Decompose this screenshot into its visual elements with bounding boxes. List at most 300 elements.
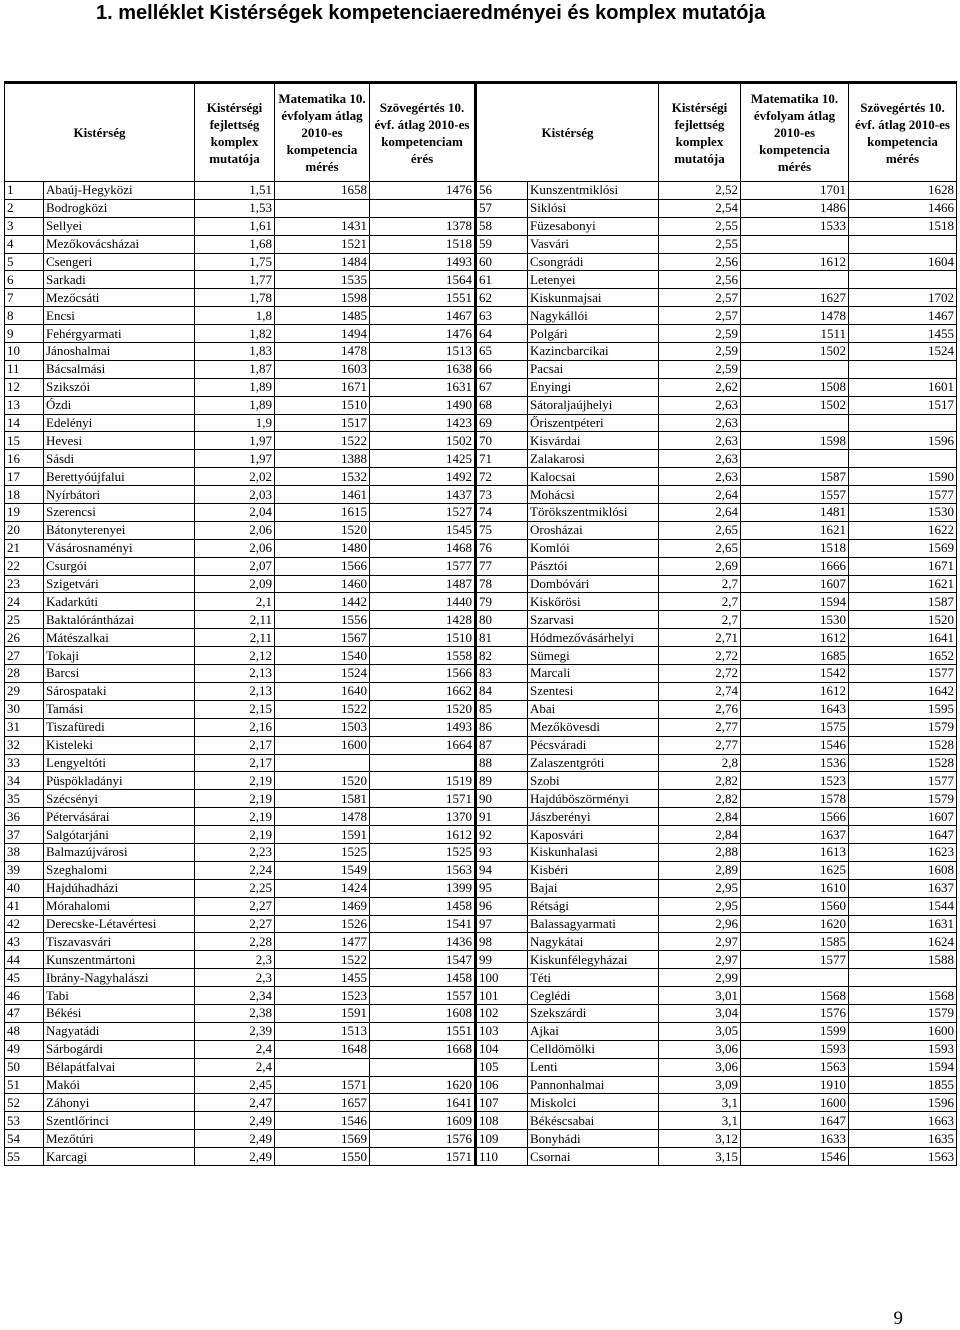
- math-score-cell: 1607: [741, 575, 849, 593]
- reading-score-cell: 1579: [849, 790, 957, 808]
- math-score-cell: 1569: [275, 1130, 370, 1148]
- reading-score-cell: [849, 360, 957, 378]
- index-cell: 2,56: [659, 253, 741, 271]
- reading-score-cell: 1621: [849, 575, 957, 593]
- index-cell: 1,78: [195, 289, 275, 307]
- math-score-cell: 1478: [741, 307, 849, 325]
- index-cell: 2,3: [195, 969, 275, 987]
- math-score-cell: 1521: [275, 235, 370, 253]
- col-header-index: Kistérségi fejlettség komplex mutatója: [659, 83, 741, 182]
- index-cell: 2,11: [195, 611, 275, 629]
- reading-score-cell: 1527: [370, 504, 476, 522]
- reading-score-cell: 1587: [849, 593, 957, 611]
- math-score-cell: 1511: [741, 325, 849, 343]
- rank-cell: 3: [5, 217, 44, 235]
- region-name-cell: Nyírbátori: [44, 486, 195, 504]
- region-name-cell: Záhonyi: [44, 1094, 195, 1112]
- index-cell: 2,72: [659, 647, 741, 665]
- col-header-reading: Szövegértés 10. évf. átlag 2010-es kompetenciam érés: [370, 83, 476, 182]
- rank-cell: 47: [5, 1004, 44, 1022]
- table-row: [5, 486, 957, 504]
- math-score-cell: 1513: [275, 1022, 370, 1040]
- reading-score-cell: 1620: [370, 1076, 476, 1094]
- rank-cell: 103: [476, 1022, 528, 1040]
- region-name-cell: Kisbéri: [528, 861, 659, 879]
- index-cell: 1,97: [195, 450, 275, 468]
- rank-cell: 79: [476, 593, 528, 611]
- index-cell: 3,06: [659, 1058, 741, 1076]
- rank-cell: 35: [5, 790, 44, 808]
- table-row: [5, 682, 957, 700]
- index-cell: 1,9: [195, 414, 275, 432]
- region-name-cell: Csengeri: [44, 253, 195, 271]
- index-cell: 1,82: [195, 325, 275, 343]
- region-name-cell: Jászberényi: [528, 808, 659, 826]
- math-score-cell: 1910: [741, 1076, 849, 1094]
- rank-cell: 74: [476, 504, 528, 522]
- rank-cell: 87: [476, 736, 528, 754]
- index-cell: 2,65: [659, 539, 741, 557]
- rank-cell: 37: [5, 826, 44, 844]
- index-cell: 3,1: [659, 1112, 741, 1130]
- region-name-cell: Sárospataki: [44, 682, 195, 700]
- index-cell: 2,27: [195, 897, 275, 915]
- index-cell: 2,27: [195, 915, 275, 933]
- index-cell: 2,69: [659, 557, 741, 575]
- rank-cell: 72: [476, 468, 528, 486]
- math-score-cell: 1536: [741, 754, 849, 772]
- rank-cell: 18: [5, 486, 44, 504]
- reading-score-cell: 1530: [849, 504, 957, 522]
- region-name-cell: Fehérgyarmati: [44, 325, 195, 343]
- region-name-cell: Letenyei: [528, 271, 659, 289]
- table-row: [5, 647, 957, 665]
- region-name-cell: Mezőtúri: [44, 1130, 195, 1148]
- index-cell: 2,96: [659, 915, 741, 933]
- region-name-cell: Nagykállói: [528, 307, 659, 325]
- table-row: [5, 915, 957, 933]
- math-score-cell: 1566: [275, 557, 370, 575]
- region-name-cell: Nagykátai: [528, 933, 659, 951]
- region-name-cell: Pécsváradi: [528, 736, 659, 754]
- region-name-cell: Tamási: [44, 700, 195, 718]
- index-cell: 2,63: [659, 396, 741, 414]
- rank-cell: 11: [5, 360, 44, 378]
- index-cell: 2,19: [195, 826, 275, 844]
- reading-score-cell: 1642: [849, 682, 957, 700]
- page-number: 9: [893, 1308, 903, 1329]
- index-cell: 1,75: [195, 253, 275, 271]
- region-name-cell: Téti: [528, 969, 659, 987]
- math-score-cell: 1523: [741, 772, 849, 790]
- table-row: [5, 987, 957, 1005]
- index-cell: 1,51: [195, 182, 275, 200]
- table-row: [5, 951, 957, 969]
- math-score-cell: 1533: [741, 217, 849, 235]
- rank-cell: 77: [476, 557, 528, 575]
- reading-score-cell: 1436: [370, 933, 476, 951]
- index-cell: 2,19: [195, 790, 275, 808]
- region-name-cell: Szigetvári: [44, 575, 195, 593]
- region-name-cell: Kalocsai: [528, 468, 659, 486]
- region-name-cell: Mórahalomi: [44, 897, 195, 915]
- index-cell: 2,55: [659, 217, 741, 235]
- rank-cell: 89: [476, 772, 528, 790]
- table-row: [5, 1130, 957, 1148]
- math-score-cell: 1577: [741, 951, 849, 969]
- index-cell: 3,04: [659, 1004, 741, 1022]
- rank-cell: 56: [476, 182, 528, 200]
- reading-score-cell: 1458: [370, 969, 476, 987]
- rank-cell: 15: [5, 432, 44, 450]
- region-name-cell: Balmazújvárosi: [44, 843, 195, 861]
- rank-cell: 93: [476, 843, 528, 861]
- math-score-cell: 1600: [741, 1094, 849, 1112]
- region-name-cell: Hajdúböszörményi: [528, 790, 659, 808]
- math-score-cell: 1566: [741, 808, 849, 826]
- region-name-cell: Zalaszentgróti: [528, 754, 659, 772]
- rank-cell: 42: [5, 915, 44, 933]
- math-score-cell: 1637: [741, 826, 849, 844]
- table-row: [5, 575, 957, 593]
- math-score-cell: 1612: [741, 253, 849, 271]
- region-name-cell: Mezőkövesdi: [528, 718, 659, 736]
- math-score-cell: 1633: [741, 1130, 849, 1148]
- index-cell: 1,89: [195, 396, 275, 414]
- table-row: [5, 593, 957, 611]
- math-score-cell: 1532: [275, 468, 370, 486]
- rank-cell: 101: [476, 987, 528, 1005]
- reading-score-cell: 1577: [849, 772, 957, 790]
- region-name-cell: Szobi: [528, 772, 659, 790]
- region-name-cell: Sásdi: [44, 450, 195, 468]
- index-cell: 2,34: [195, 987, 275, 1005]
- rank-cell: 102: [476, 1004, 528, 1022]
- rank-cell: 67: [476, 378, 528, 396]
- reading-score-cell: 1563: [849, 1148, 957, 1166]
- reading-score-cell: 1566: [370, 665, 476, 683]
- math-score-cell: 1658: [275, 182, 370, 200]
- reading-score-cell: 1571: [370, 1148, 476, 1166]
- rank-cell: 7: [5, 289, 44, 307]
- table-row: [5, 843, 957, 861]
- index-cell: 2,62: [659, 378, 741, 396]
- reading-score-cell: 1637: [849, 879, 957, 897]
- table-row: [5, 432, 957, 450]
- index-cell: 2,74: [659, 682, 741, 700]
- index-cell: 2,84: [659, 826, 741, 844]
- index-cell: 2,59: [659, 360, 741, 378]
- math-score-cell: [741, 360, 849, 378]
- math-score-cell: 1460: [275, 575, 370, 593]
- region-name-cell: Zalakarosi: [528, 450, 659, 468]
- index-cell: 2,57: [659, 307, 741, 325]
- reading-score-cell: 1487: [370, 575, 476, 593]
- table-row: [5, 217, 957, 235]
- region-name-cell: Bácsalmási: [44, 360, 195, 378]
- reading-score-cell: 1588: [849, 951, 957, 969]
- region-name-cell: Bátonyterenyei: [44, 521, 195, 539]
- index-cell: 2,15: [195, 700, 275, 718]
- reading-score-cell: 1641: [849, 629, 957, 647]
- rank-cell: 78: [476, 575, 528, 593]
- math-score-cell: 1612: [741, 682, 849, 700]
- region-name-cell: Berettyóújfalui: [44, 468, 195, 486]
- reading-score-cell: [849, 414, 957, 432]
- reading-score-cell: 1428: [370, 611, 476, 629]
- index-cell: 2,7: [659, 593, 741, 611]
- rank-cell: 88: [476, 754, 528, 772]
- region-name-cell: Pacsai: [528, 360, 659, 378]
- reading-score-cell: 1547: [370, 951, 476, 969]
- table-row: [5, 736, 957, 754]
- index-cell: 2,19: [195, 808, 275, 826]
- reading-score-cell: 1641: [370, 1094, 476, 1112]
- rank-cell: 12: [5, 378, 44, 396]
- region-name-cell: Tiszafüredi: [44, 718, 195, 736]
- index-cell: 2,82: [659, 790, 741, 808]
- index-cell: 2,17: [195, 754, 275, 772]
- index-cell: 2,11: [195, 629, 275, 647]
- rank-cell: 31: [5, 718, 44, 736]
- table-row: [5, 378, 957, 396]
- index-cell: 2,06: [195, 539, 275, 557]
- rank-cell: 34: [5, 772, 44, 790]
- index-cell: 1,77: [195, 271, 275, 289]
- table-row: [5, 1112, 957, 1130]
- index-cell: 3,12: [659, 1130, 741, 1148]
- reading-score-cell: 1493: [370, 718, 476, 736]
- region-name-cell: Mátészalkai: [44, 629, 195, 647]
- math-score-cell: [275, 199, 370, 217]
- rank-cell: 30: [5, 700, 44, 718]
- region-name-cell: Tabi: [44, 987, 195, 1005]
- reading-score-cell: 1623: [849, 843, 957, 861]
- index-cell: 2,39: [195, 1022, 275, 1040]
- reading-score-cell: 1576: [370, 1130, 476, 1148]
- math-score-cell: 1477: [275, 933, 370, 951]
- rank-cell: 80: [476, 611, 528, 629]
- rank-cell: 105: [476, 1058, 528, 1076]
- table-row: [5, 718, 957, 736]
- index-cell: 2,76: [659, 700, 741, 718]
- region-name-cell: Vásárosnaményi: [44, 539, 195, 557]
- reading-score-cell: 1551: [370, 289, 476, 307]
- math-score-cell: 1494: [275, 325, 370, 343]
- rank-cell: 10: [5, 343, 44, 361]
- index-cell: 2,8: [659, 754, 741, 772]
- rank-cell: 61: [476, 271, 528, 289]
- math-score-cell: 1591: [275, 1004, 370, 1022]
- index-cell: 2,19: [195, 772, 275, 790]
- table-body: [5, 182, 957, 1166]
- region-name-cell: Csurgói: [44, 557, 195, 575]
- region-name-cell: Kiskőrösi: [528, 593, 659, 611]
- math-score-cell: 1478: [275, 343, 370, 361]
- col-header-index: Kistérségi fejlettség komplex mutatója: [195, 83, 275, 182]
- reading-score-cell: 1528: [849, 754, 957, 772]
- rank-cell: 21: [5, 539, 44, 557]
- rank-cell: 44: [5, 951, 44, 969]
- index-cell: 1,83: [195, 343, 275, 361]
- region-name-cell: Bodrogközi: [44, 199, 195, 217]
- reading-score-cell: 1425: [370, 450, 476, 468]
- math-score-cell: 1603: [275, 360, 370, 378]
- math-score-cell: 1546: [275, 1112, 370, 1130]
- reading-score-cell: 1664: [370, 736, 476, 754]
- reading-score-cell: 1563: [370, 861, 476, 879]
- math-score-cell: 1522: [275, 951, 370, 969]
- region-name-cell: Marcali: [528, 665, 659, 683]
- index-cell: 2,63: [659, 450, 741, 468]
- reading-score-cell: 1612: [370, 826, 476, 844]
- table-row: [5, 325, 957, 343]
- rank-cell: 71: [476, 450, 528, 468]
- rank-cell: 51: [5, 1076, 44, 1094]
- reading-score-cell: 1608: [370, 1004, 476, 1022]
- region-name-cell: Csongrádi: [528, 253, 659, 271]
- reading-score-cell: 1468: [370, 539, 476, 557]
- index-cell: 2,63: [659, 432, 741, 450]
- math-score-cell: 1469: [275, 897, 370, 915]
- math-score-cell: 1524: [275, 665, 370, 683]
- rank-cell: 2: [5, 199, 44, 217]
- region-name-cell: Kiskunhalasi: [528, 843, 659, 861]
- rank-cell: 82: [476, 647, 528, 665]
- index-cell: 2,63: [659, 414, 741, 432]
- rank-cell: 63: [476, 307, 528, 325]
- rank-cell: 20: [5, 521, 44, 539]
- math-score-cell: 1530: [741, 611, 849, 629]
- rank-cell: 55: [5, 1148, 44, 1166]
- reading-score-cell: 1590: [849, 468, 957, 486]
- rank-cell: 40: [5, 879, 44, 897]
- region-name-cell: Derecske-Létavértesi: [44, 915, 195, 933]
- math-score-cell: [741, 271, 849, 289]
- rank-cell: 16: [5, 450, 44, 468]
- math-score-cell: [741, 414, 849, 432]
- reading-score-cell: 1596: [849, 432, 957, 450]
- reading-score-cell: 1601: [849, 378, 957, 396]
- region-name-cell: Celldömölki: [528, 1040, 659, 1058]
- region-name-cell: Siklósi: [528, 199, 659, 217]
- rank-cell: 104: [476, 1040, 528, 1058]
- index-cell: 2,57: [659, 289, 741, 307]
- reading-score-cell: 1647: [849, 826, 957, 844]
- rank-cell: 96: [476, 897, 528, 915]
- index-cell: 3,09: [659, 1076, 741, 1094]
- index-cell: 1,87: [195, 360, 275, 378]
- math-score-cell: 1576: [741, 1004, 849, 1022]
- region-name-cell: Abai: [528, 700, 659, 718]
- math-score-cell: 1666: [741, 557, 849, 575]
- table-row: [5, 253, 957, 271]
- rank-cell: 38: [5, 843, 44, 861]
- region-name-cell: Szikszói: [44, 378, 195, 396]
- table-row: [5, 1076, 957, 1094]
- rank-cell: 6: [5, 271, 44, 289]
- index-cell: 2,97: [659, 951, 741, 969]
- region-name-cell: Tiszavasvári: [44, 933, 195, 951]
- math-score-cell: 1568: [741, 987, 849, 1005]
- math-score-cell: 1546: [741, 1148, 849, 1166]
- index-cell: 2,17: [195, 736, 275, 754]
- reading-score-cell: 1609: [370, 1112, 476, 1130]
- table-row: [5, 271, 957, 289]
- region-name-cell: Pásztói: [528, 557, 659, 575]
- rank-cell: 70: [476, 432, 528, 450]
- math-score-cell: [741, 235, 849, 253]
- math-score-cell: 1525: [275, 843, 370, 861]
- math-score-cell: 1522: [275, 700, 370, 718]
- region-name-cell: Kazincbarcikai: [528, 343, 659, 361]
- math-score-cell: 1671: [275, 378, 370, 396]
- math-score-cell: 1594: [741, 593, 849, 611]
- rank-cell: 53: [5, 1112, 44, 1130]
- table-row: [5, 360, 957, 378]
- math-score-cell: 1685: [741, 647, 849, 665]
- table-row: [5, 879, 957, 897]
- math-score-cell: 1549: [275, 861, 370, 879]
- math-score-cell: 1486: [741, 199, 849, 217]
- col-header-math: Matematika 10. évfolyam átlag 2010-es kompetencia mérés: [741, 83, 849, 182]
- region-name-cell: Törökszentmiklósi: [528, 504, 659, 522]
- table-row: [5, 969, 957, 987]
- rank-cell: 69: [476, 414, 528, 432]
- index-cell: 2,49: [195, 1112, 275, 1130]
- region-name-cell: Kiskunmajsai: [528, 289, 659, 307]
- rank-cell: 27: [5, 647, 44, 665]
- table-row: [5, 289, 957, 307]
- table-row: [5, 343, 957, 361]
- index-cell: 2,63: [659, 468, 741, 486]
- index-cell: 2,16: [195, 718, 275, 736]
- reading-score-cell: 1490: [370, 396, 476, 414]
- rank-cell: 58: [476, 217, 528, 235]
- math-score-cell: 1520: [275, 772, 370, 790]
- reading-score-cell: 1564: [370, 271, 476, 289]
- index-cell: 2,89: [659, 861, 741, 879]
- reading-score-cell: [370, 1058, 476, 1076]
- math-score-cell: 1581: [275, 790, 370, 808]
- reading-score-cell: 1466: [849, 199, 957, 217]
- region-name-cell: Bajai: [528, 879, 659, 897]
- region-name-cell: Hódmezővásárhelyi: [528, 629, 659, 647]
- reading-score-cell: 1635: [849, 1130, 957, 1148]
- competence-table: [4, 81, 957, 1166]
- table-row: [5, 611, 957, 629]
- reading-score-cell: 1624: [849, 933, 957, 951]
- table-row: [5, 861, 957, 879]
- rank-cell: 13: [5, 396, 44, 414]
- index-cell: 3,06: [659, 1040, 741, 1058]
- rank-cell: 26: [5, 629, 44, 647]
- region-name-cell: Szeghalomi: [44, 861, 195, 879]
- rank-cell: 39: [5, 861, 44, 879]
- region-name-cell: Salgótarjáni: [44, 826, 195, 844]
- table-row: [5, 450, 957, 468]
- table-row: [5, 1040, 957, 1058]
- math-score-cell: 1388: [275, 450, 370, 468]
- math-score-cell: 1442: [275, 593, 370, 611]
- reading-score-cell: 1631: [849, 915, 957, 933]
- region-name-cell: Füzesabonyi: [528, 217, 659, 235]
- region-name-cell: Dombóvári: [528, 575, 659, 593]
- index-cell: 2,49: [195, 1130, 275, 1148]
- reading-score-cell: 1518: [370, 235, 476, 253]
- math-score-cell: 1610: [741, 879, 849, 897]
- reading-score-cell: 1702: [849, 289, 957, 307]
